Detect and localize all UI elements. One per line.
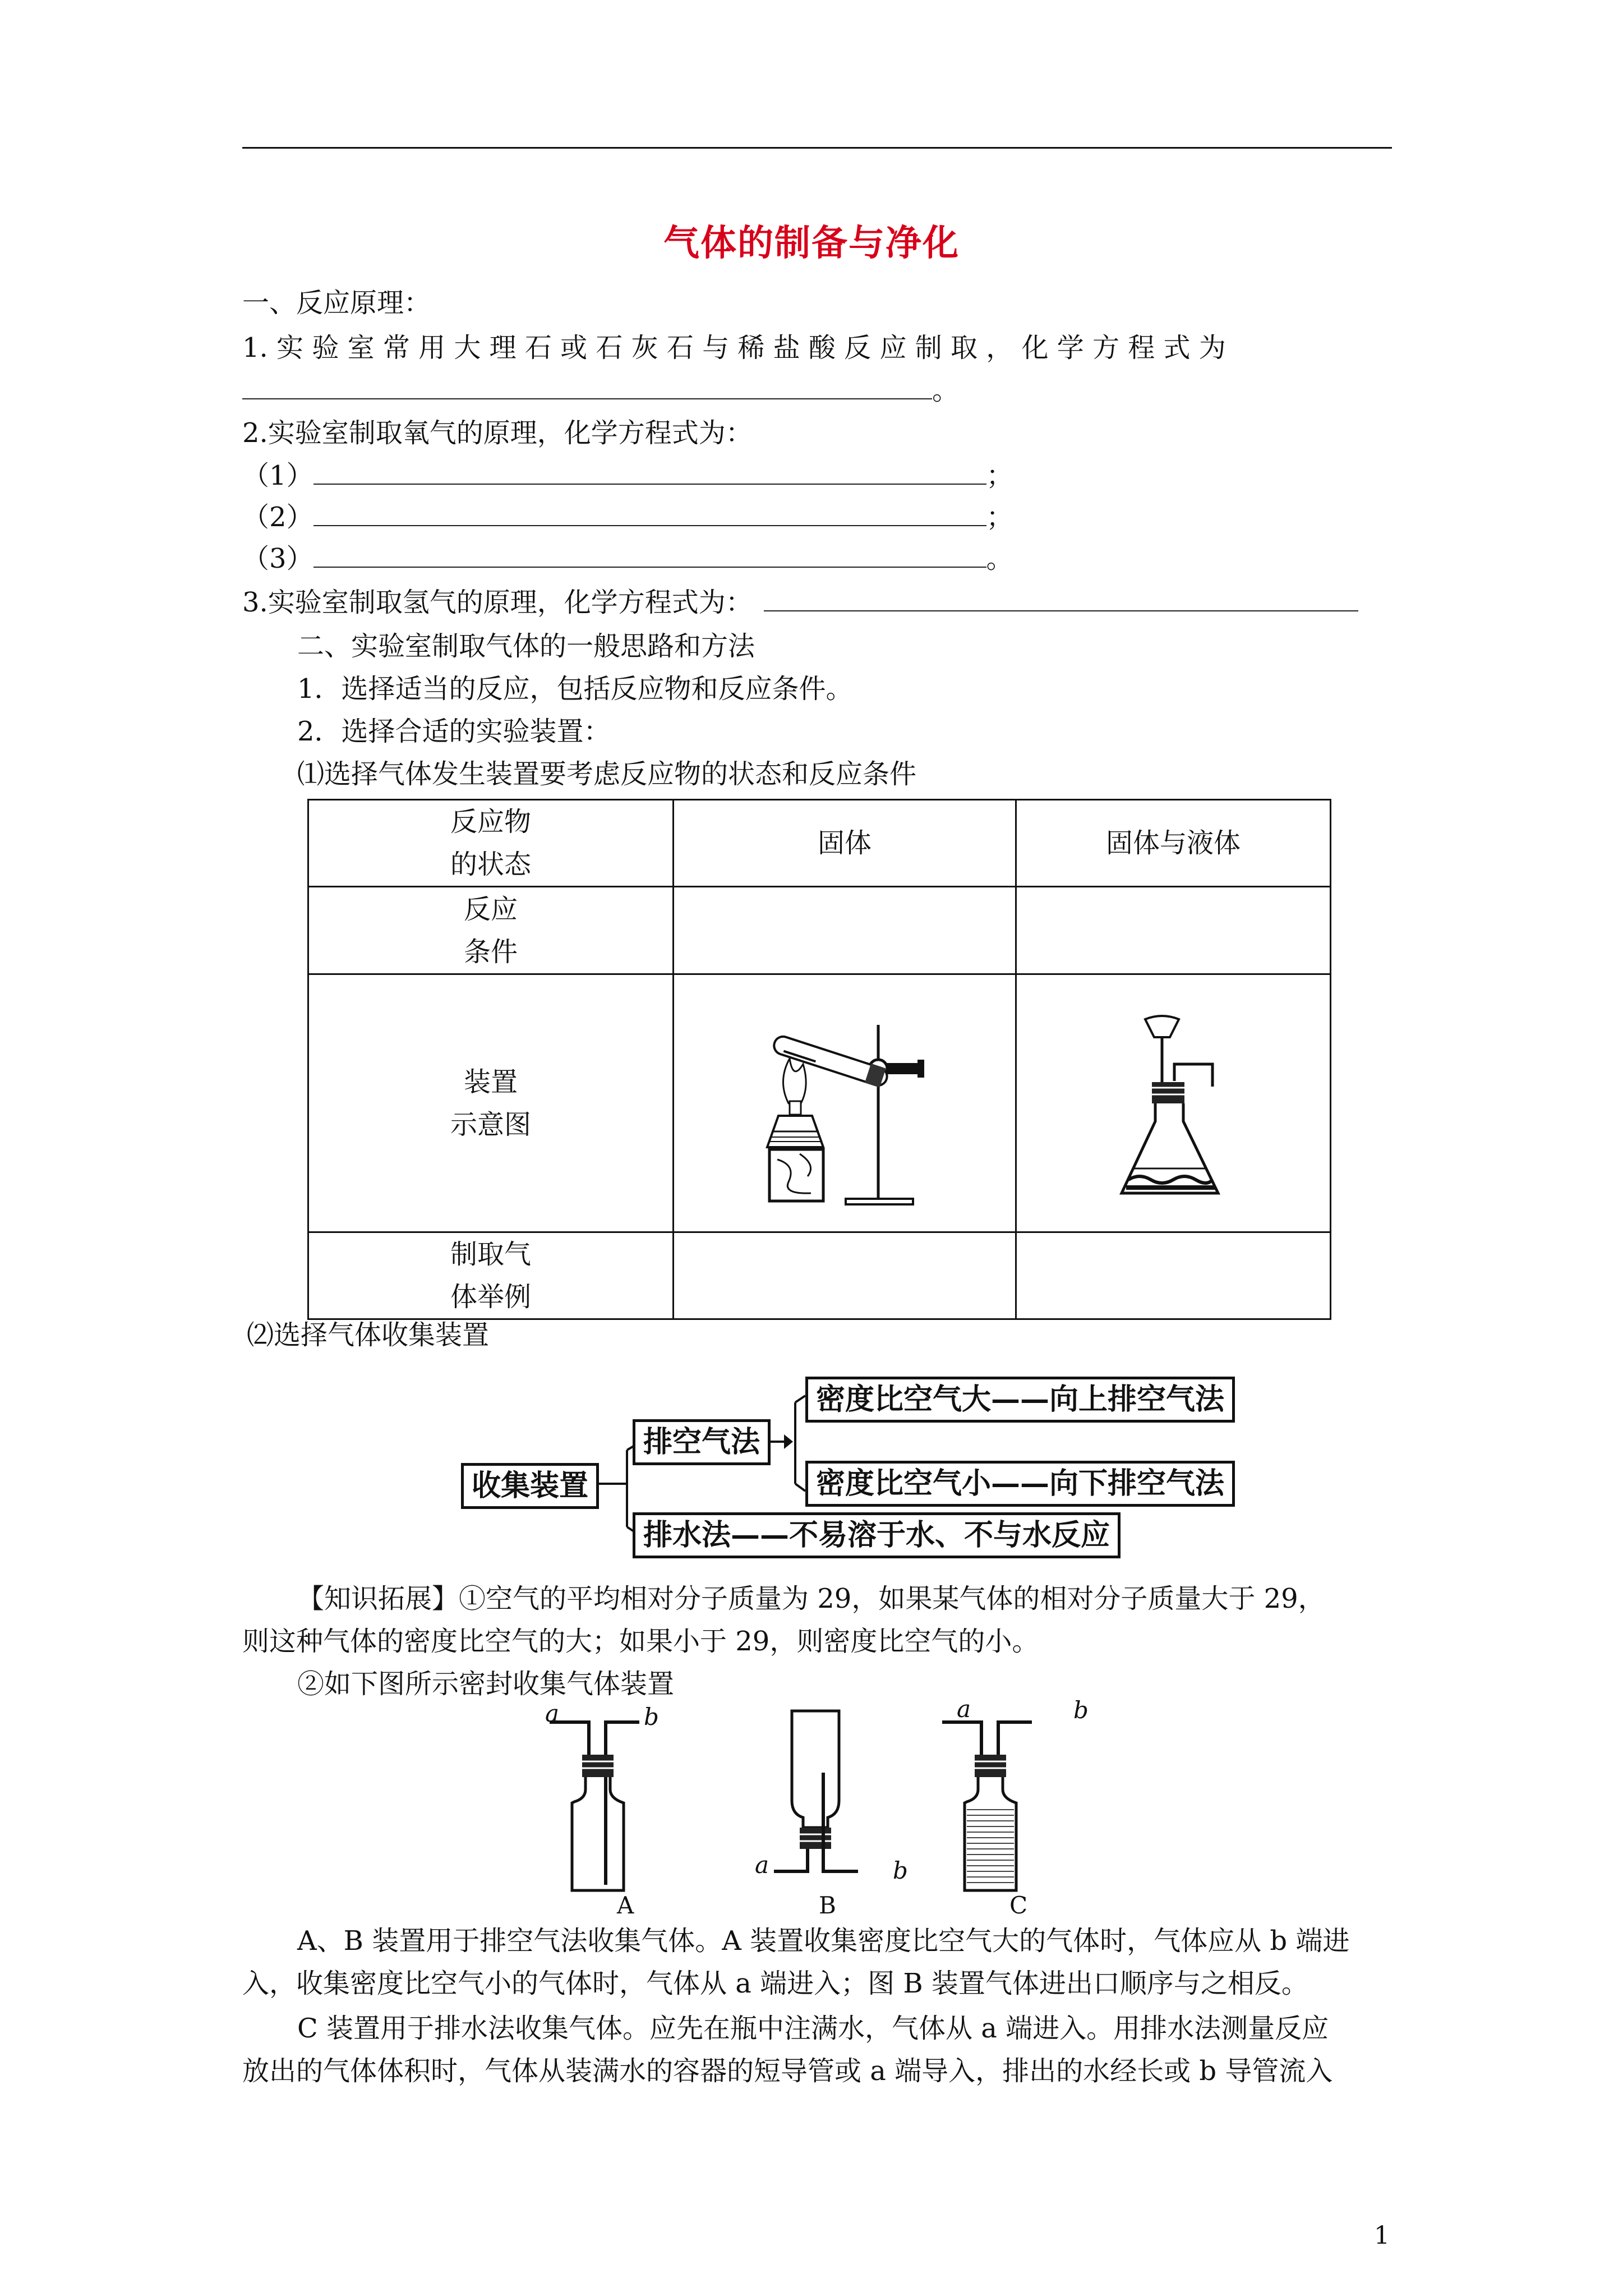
air-down-box: 密度比空气小——向下排空气法	[805, 1461, 1235, 1507]
q2-item-label: （2）	[242, 501, 313, 533]
section2-p1: 1．选择适当的反应，包括反应物和反应条件。	[297, 673, 853, 705]
q2-item-label: （3）	[242, 543, 313, 574]
row-header-line: 反应物	[450, 806, 531, 838]
row-header-line: 制取气	[450, 1239, 531, 1270]
air-up-box: 密度比空气大——向上排空气法	[805, 1377, 1235, 1423]
bottle-a-label: A	[617, 1892, 634, 1919]
collect-root-box: 收集装置	[461, 1463, 599, 1509]
bottle-c-port-a-label: a	[957, 1695, 971, 1723]
page-number: 1	[1374, 2221, 1390, 2250]
section2-heading: 二、实验室制取气体的一般思路和方法	[297, 631, 755, 662]
knowledge-p1-l1: 【知识拓展】①空气的平均相对分子质量为 29，如果某气体的相对分子质量大于 29，	[297, 1583, 1325, 1614]
row-header-line: 反应	[463, 893, 518, 925]
q2-text: 2.实验室制取氧气的原理，化学方程式为：	[242, 417, 753, 449]
q1-text: 1. 实 验 室 常 用 大 理 石 或 石 灰 石 与 稀 盐 酸 反 应 制 取 ， 化 学 方 程 式 为	[242, 332, 1226, 364]
knowledge-p1-l2: 则这种气体的密度比空气的大；如果小于 29，则密度比空气的小。	[242, 1626, 1039, 1657]
q2-item-end: ；	[986, 501, 1013, 533]
q2-item-end: ；	[986, 460, 1013, 491]
bottle-c-port-b-label: b	[1073, 1696, 1089, 1724]
section2-p3: ⑴选择气体发生装置要考虑反应物的状态和反应条件	[297, 758, 917, 790]
bottle-a-figure	[550, 1722, 639, 1890]
knowledge-p3-l1: A、B 装置用于排空气法收集气体。A 装置收集密度比空气大的气体时，气体应从 b 端进	[297, 1925, 1350, 1957]
q3-text: 3.实验室制取氢气的原理，化学方程式为：	[242, 587, 753, 618]
row-header-line: 体举例	[450, 1281, 531, 1313]
knowledge-p2: ②如下图所示密封收集气体装置	[297, 1668, 675, 1700]
knowledge-p4-l2: 放出的气体体积时，气体从装满水的容器的短导管或 a 端导入，排出的水经长或 b 导管流入	[242, 2055, 1333, 2087]
bottle-b-label: B	[819, 1892, 836, 1919]
bottle-b-port-a-label: a	[755, 1851, 769, 1879]
gas-bottles-figure	[538, 1705, 1099, 1918]
row-header-line: 示意图	[450, 1108, 531, 1140]
row-header-line: 的状态	[450, 849, 531, 880]
section2-p2: 2．选择合适的实验装置：	[297, 716, 611, 747]
bottle-c-label: C	[1009, 1892, 1028, 1919]
page-title: 气体的制备与净化	[663, 222, 960, 264]
q2-item-end: 。	[986, 543, 1013, 574]
row-header-line: 条件	[463, 936, 518, 968]
bottle-c-figure	[942, 1722, 1032, 1890]
bottle-b-port-b-label: b	[893, 1857, 908, 1884]
air-method-box: 排空气法	[633, 1419, 771, 1465]
knowledge-p4-l1: C 装置用于排水法收集气体。应先在瓶中注满水，气体从 a 端进入。用排水法测量反应	[297, 2013, 1329, 2044]
cell-solid-liquid: 固体与液体	[1016, 800, 1331, 887]
bottle-b-figure	[774, 1711, 858, 1871]
bottle-a-port-b-label: b	[644, 1703, 659, 1731]
knowledge-p3-l2: 入，收集密度比空气小的气体时，气体从 a 端进入；图 B 装置气体进出口顺序与之相反。	[242, 1968, 1308, 1999]
water-method-box: 排水法——不易溶于水、不与水反应	[633, 1512, 1121, 1558]
section1-heading: 一、反应原理：	[242, 287, 431, 319]
collect-heading: ⑵选择气体收集装置	[247, 1319, 490, 1351]
bottle-a-port-a-label: a	[545, 1700, 560, 1727]
q1-end: 。	[932, 375, 960, 406]
cell-solid: 固体	[674, 800, 1016, 887]
q2-item-label: （1）	[242, 460, 313, 491]
row-header-line: 装置	[463, 1066, 518, 1098]
